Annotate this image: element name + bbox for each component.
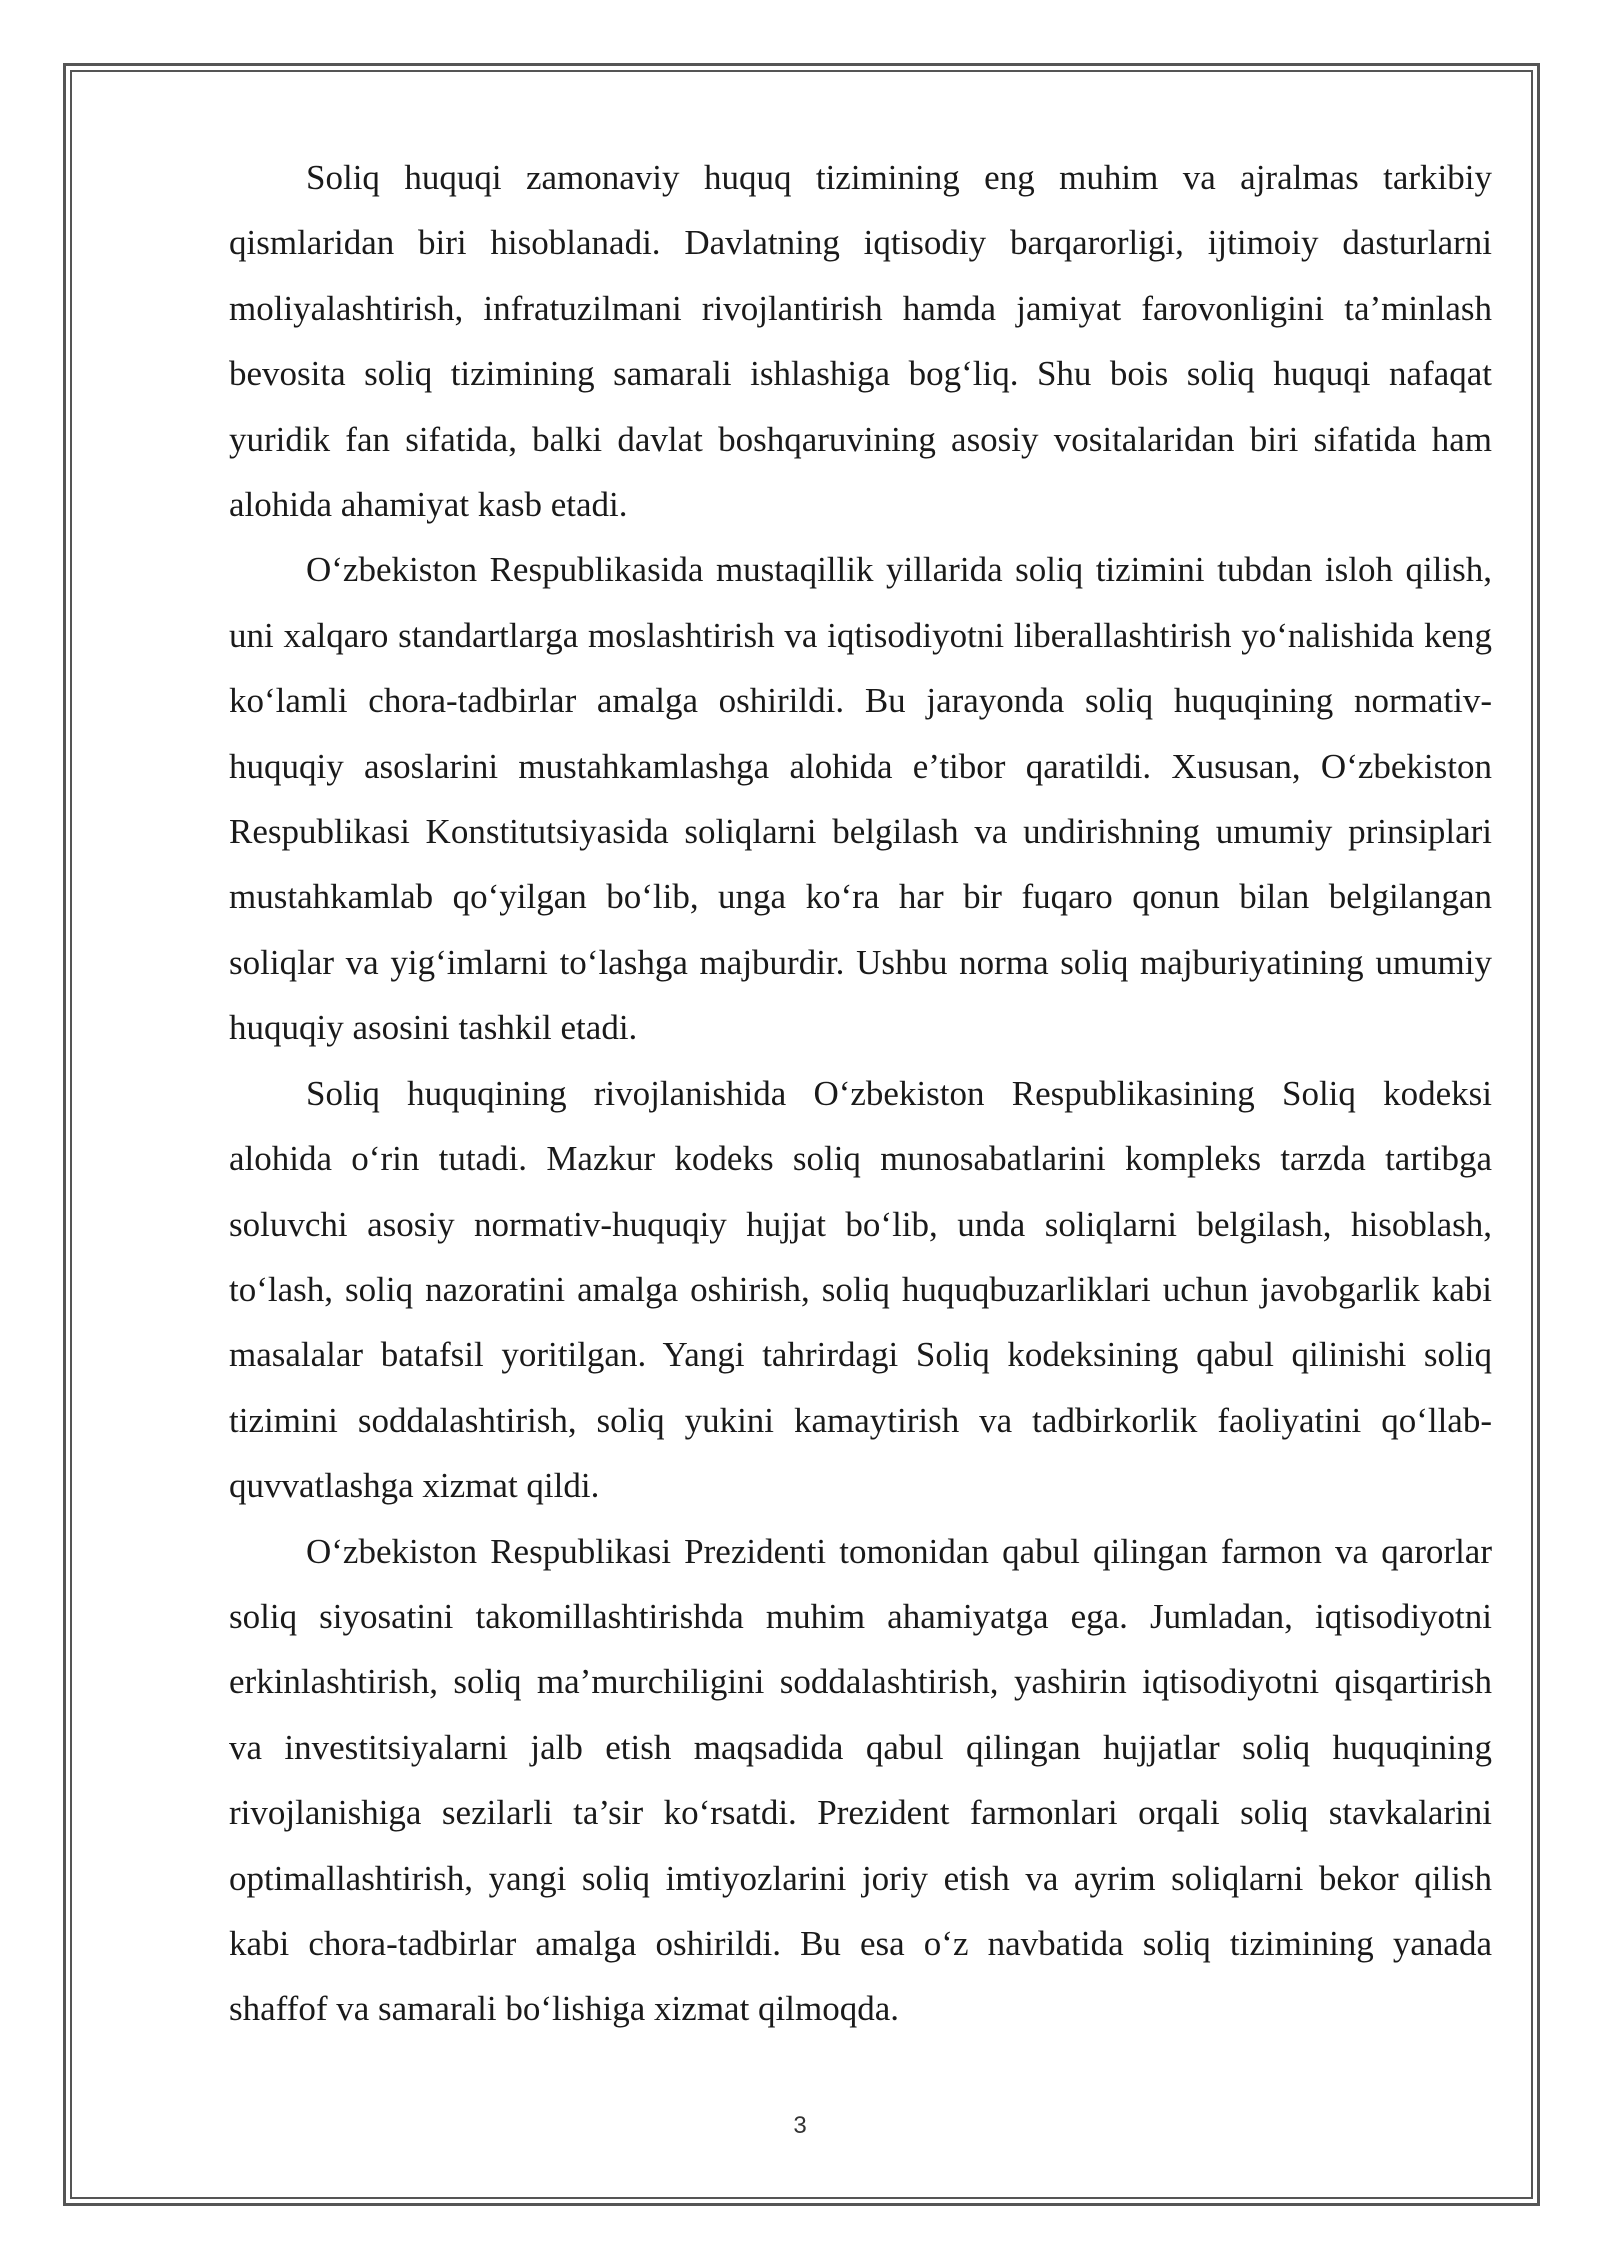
paragraph-1: Soliq huquqi zamonaviy huquq tizimining eng muhim va ajralmas tarkibiy qismlaridan biri hisoblanadi. Davlatning iqtisodiy barqarorligi, ijtimoiy dasturlarni moliyalashtirish, infratuzilmani rivojlantirish hamda jamiyat farovonligini ta’minlash bevosita soliq tizimining samarali ishlashiga bog‘liq. Shu bois soliq huquqi nafaqat yuridik fan sifatida, balki davlat boshqaruvining asosiy vositalaridan biri sifatida ham alohida ahamiyat kasb etadi. [229,158,1492,525]
paragraph-3: Soliq huquqining rivojlanishida O‘zbekiston Respublikasining Soliq kodeksi alohida o‘rin tutadi. Mazkur kodeks soliq munosabatlarini kompleks tarzda tartibga soluvchi asosiy normativ-huquqiy hujjat bo‘lib, unda soliqlarni belgilash, hisoblash, to‘lash, soliq nazoratini amalga oshirish, soliq huquqbuzarliklari uchun javobgarlik kabi masalalar batafsil yoritilgan. Yangi tahrirdagi Soliq kodeksining qabul qilinishi soliq tizimini soddalashtirish, soliq yukini kamaytirish va tadbirkorlik faoliyatini qo‘llab-quvvatlashga xizmat qildi. [229,1073,1492,1506]
page-number: 3 [793,2112,807,2139]
paragraph-4: O‘zbekiston Respublikasi Prezidenti tomonidan qabul qilingan farmon va qarorlar soliq siyosatini takomillashtirishda muhim ahamiyatga ega. Jumladan, iqtisodiyotni erkinlashtirish, soliq ma’murchiligini soddalashtirish, yashirin iqtisodiyotni qisqartirish va investitsiyalarni jalb etish maqsadida qabul qilingan hujjatlar soliq huquqining rivojlanishiga sezilarli ta’sir ko‘rsatdi. Prezident farmonlari orqali soliq stavkalarini optimallashtirish, yangi soliq imtiyozlarini joriy etish va ayrim soliqlarni bekor qilish kabi chora-tadbirlar amalga oshirildi. Bu esa o‘z navbatida soliq tizimining yanada shaffof va samarali bo‘lishiga xizmat qilmoqda. [229,1531,1492,2029]
document-body [229,145,1492,2042]
paragraph-2: O‘zbekiston Respublikasida mustaqillik yillarida soliq tizimini tubdan isloh qilish, uni xalqaro standartlarga moslashtirish va iqtisodiyotni liberallashtirish yo‘nalishida keng ko‘lamli chora-tadbirlar amalga oshirildi. Bu jarayonda soliq huquqining normativ-huquqiy asoslarini mustahkamlashga alohida e’tibor qaratildi. Xususan, O‘zbekiston Respublikasi Konstitutsiyasida soliqlarni belgilash va undirishning umumiy prinsiplari mustahkamlab qo‘yilgan bo‘lib, unga ko‘ra har bir fuqaro qonun bilan belgilangan soliqlar va yig‘imlarni to‘lashga majburdir. Ushbu norma soliq majburiyatining umumiy huquqiy asosini tashkil etadi. [229,550,1492,1048]
